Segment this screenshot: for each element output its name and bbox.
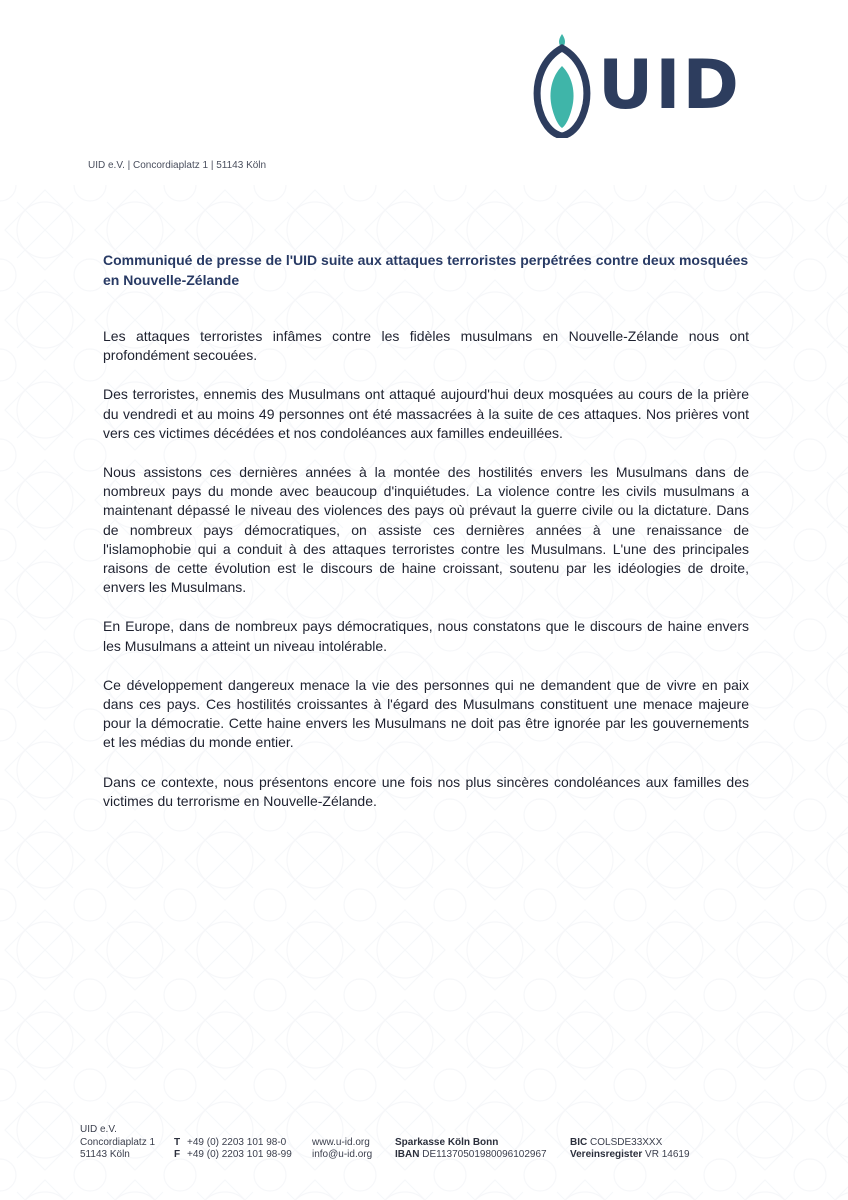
tulip-icon [537, 34, 587, 136]
register-value: VR 14619 [645, 1149, 690, 1160]
paragraph: Ce développement dangereux menace la vie des personnes qui ne demandent que de vivre en paix dans ces pays. Ces hostilités croissantes à l'égard des Musulmans constituent une menace majeure pour la démocratie. Cette haine envers les Musulmans ne doit pas être ignorée par les gouvernements et les médias du monde entier. [103, 676, 749, 751]
document-body [103, 327, 749, 831]
paragraph: En Europe, dans de nombreux pays démocratiques, nous constatons que le discours de haine envers les Musulmans a atteint un niveau intolérable. [103, 618, 749, 654]
footer-registry [570, 1137, 690, 1162]
paragraph: Nous assistons ces dernières années à la montée des hostilités envers les Musulmans dans de nombreux pays du monde avec beaucoup d'inquiétudes. La violence contre les civils musulmans a maintenant dépassé le niveau des violences des pays où prévaut la guerre civile ou la dictature. Dans de nombreux pays démocratiques, on assiste ces dernières années à une renaissance de l'islamophobie qui a conduit à des attaques terroristes contre les Musulmans. L'une des principales raisons de cette évolution est le discours de haine croissant, soutenu par les idéologies de droite, envers les Musulmans. [103, 464, 749, 596]
letterhead-footer [80, 1124, 780, 1164]
bank-name: Sparkasse Köln Bonn [395, 1136, 499, 1148]
footer-city: 51143 Köln [80, 1149, 130, 1160]
phone-number: +49 (0) 2203 101 98-0 [187, 1136, 287, 1148]
paragraph: Les attaques terroristes infâmes contre les fidèles musulmans en Nouvelle-Zélande nous ont profondément secouées. [103, 328, 749, 364]
paragraph: Dans ce contexte, nous présentons encore une fois nos plus sincères condoléances aux familles des victimes du terrorisme en Nouvelle-Zélande. [103, 773, 749, 809]
document-title: Communiqué de presse de l'UID suite aux attaques terroristes perpétrées contre deux mosquées en Nouvelle-Zélande [103, 252, 749, 288]
logo-text: UID [598, 46, 741, 125]
footer-phone [187, 1137, 292, 1162]
iban-value: DE11370501980096102967 [422, 1149, 547, 1160]
email-link[interactable]: info@u-id.org [312, 1149, 373, 1160]
register-label: Vereinsregister [570, 1149, 643, 1160]
footer-bank [395, 1137, 547, 1162]
footer-org: UID e.V. [80, 1124, 117, 1135]
fax-label: F [174, 1149, 181, 1160]
fax-number: +49 (0) 2203 101 98-99 [187, 1149, 292, 1160]
sender-address-line: UID e.V. | Concordiaplatz 1 | 51143 Köln [88, 160, 267, 171]
website-link[interactable]: www.u-id.org [312, 1136, 370, 1148]
footer-phone-labels [174, 1137, 180, 1162]
footer-street: Concordiaplatz 1 [80, 1136, 156, 1148]
paragraph: Des terroristes, ennemis des Musulmans ont attaqué aujourd'hui deux mosquées au cours de la prière du vendredi et au moins 49 personnes ont été massacrées à la suite de ces attaques. Nos prières vont vers ces victimes décédées et nos condoléances aux familles endeuillées. [103, 386, 749, 441]
bic-value: COLSDE33XXX [590, 1136, 663, 1148]
iban-label: IBAN [395, 1149, 420, 1160]
phone-label: T [174, 1136, 181, 1148]
footer-address [80, 1124, 155, 1162]
footer-contact [312, 1137, 372, 1162]
bic-label: BIC [570, 1136, 588, 1148]
